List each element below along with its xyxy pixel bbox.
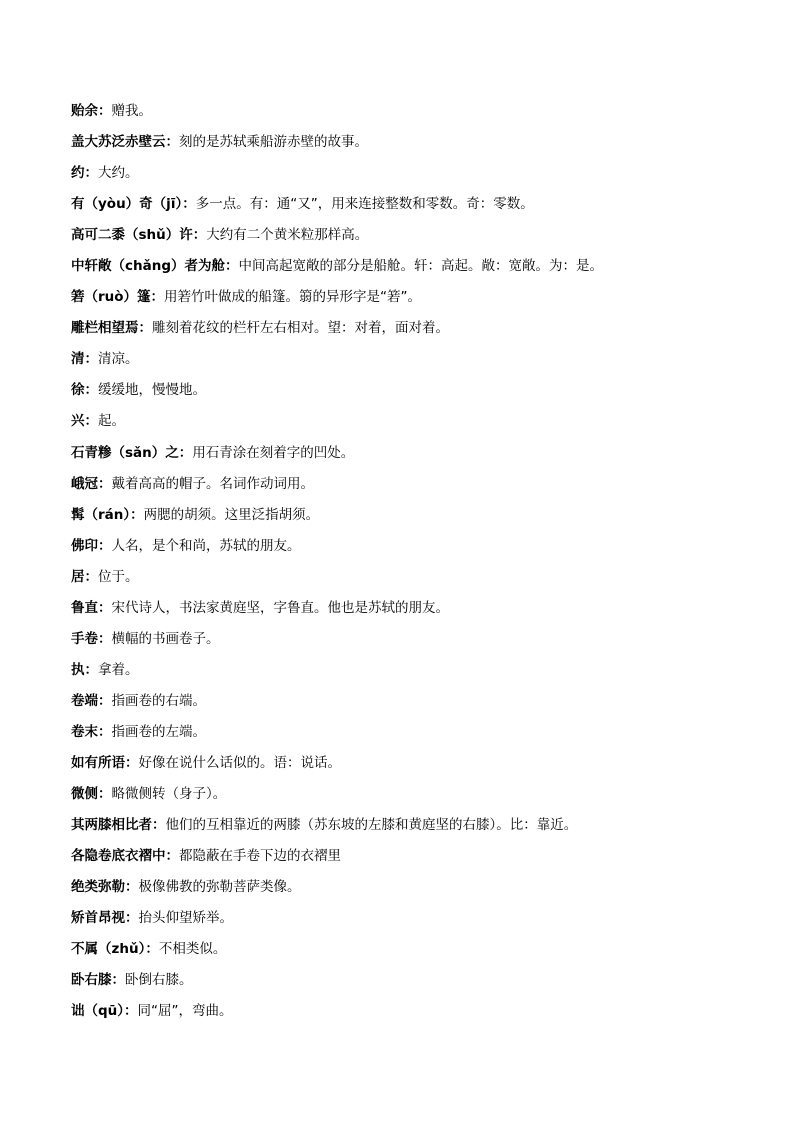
glossary-definition: 极像佛教的弥勒菩萨类像。 bbox=[138, 879, 301, 896]
glossary-term: 卷末： bbox=[71, 723, 112, 740]
glossary-entry bbox=[71, 474, 751, 505]
glossary-term: 卧右膝： bbox=[71, 972, 125, 989]
glossary-entry bbox=[71, 877, 751, 908]
glossary-term: 居： bbox=[71, 568, 98, 585]
glossary-term: 手卷： bbox=[71, 630, 112, 647]
glossary-entry bbox=[71, 287, 751, 318]
glossary-entry bbox=[71, 318, 751, 349]
glossary-definition: 中间高起宽敞的部分是船舱。轩：高起。敞：宽敞。为：是。 bbox=[238, 258, 603, 275]
glossary-term: 高可二黍（shǔ）许： bbox=[71, 227, 207, 244]
glossary-term: 绝类弥勒： bbox=[71, 879, 139, 896]
glossary-term: 峨冠： bbox=[71, 475, 112, 492]
glossary-definition: 缓缓地，慢慢地。 bbox=[98, 382, 206, 399]
glossary-entry bbox=[71, 505, 751, 536]
glossary-entry bbox=[71, 722, 751, 753]
glossary-term: 如有所语： bbox=[71, 754, 139, 771]
glossary-term: 清： bbox=[71, 351, 98, 368]
glossary-entry bbox=[71, 753, 751, 784]
glossary-term: 箬（ruò）篷： bbox=[71, 289, 165, 306]
glossary-term: 微侧： bbox=[71, 786, 112, 803]
annotation-list bbox=[71, 101, 751, 1032]
glossary-definition: 清凉。 bbox=[98, 351, 139, 368]
glossary-term: 鲁直： bbox=[71, 599, 112, 616]
glossary-entry bbox=[71, 536, 751, 567]
glossary-definition: 横幅的书画卷子。 bbox=[111, 630, 220, 647]
glossary-term: 佛印： bbox=[71, 537, 112, 554]
glossary-entry bbox=[71, 598, 751, 629]
glossary-definition: 指画卷的右端。 bbox=[111, 692, 206, 709]
glossary-entry bbox=[71, 660, 751, 691]
glossary-entry bbox=[71, 815, 751, 846]
glossary-term: 中轩敞（chǎng）者为舱： bbox=[71, 258, 239, 275]
glossary-entry bbox=[71, 411, 751, 442]
glossary-entry bbox=[71, 132, 751, 163]
glossary-definition: 赠我。 bbox=[111, 103, 152, 119]
glossary-definition: 抬头仰望矫举。 bbox=[138, 910, 233, 927]
glossary-entry bbox=[71, 256, 751, 287]
glossary-term: 徐： bbox=[71, 382, 98, 399]
glossary-definition: 都隐蔽在手卷下边的衣褶里 bbox=[179, 848, 341, 865]
glossary-entry bbox=[71, 939, 751, 970]
glossary-entry bbox=[71, 163, 751, 194]
glossary-entry bbox=[71, 629, 751, 660]
glossary-definition: 大约有二个黄米粒那样高。 bbox=[206, 227, 369, 244]
glossary-definition: 大约。 bbox=[98, 165, 139, 182]
glossary-definition: 他们的互相靠近的两膝（苏东坡的左膝和黄庭坚的右膝）。比：靠近。 bbox=[165, 817, 578, 834]
glossary-term: 有（yòu）奇（jī）： bbox=[71, 196, 196, 213]
glossary-term: 各隐卷底衣褶中： bbox=[71, 848, 179, 865]
glossary-definition: 宋代诗人，书法家黄庭坚，字鲁直。他也是苏轼的朋友。 bbox=[111, 599, 449, 616]
glossary-definition: 雕刻着花纹的栏杆左右相对。望：对着，面对着。 bbox=[152, 320, 449, 337]
glossary-entry bbox=[71, 784, 751, 815]
glossary-definition: 拿着。 bbox=[98, 661, 139, 678]
glossary-term: 其两膝相比者： bbox=[71, 817, 166, 834]
glossary-definition: 用石青涂在刻着字的凹处。 bbox=[192, 444, 355, 461]
glossary-definition: 多一点。有：通“又”，用来连接整数和零数。奇：零数。 bbox=[195, 196, 534, 213]
glossary-entry bbox=[71, 1001, 751, 1032]
glossary-definition: 戴着高高的帽子。名词作动词用。 bbox=[111, 475, 314, 492]
glossary-entry bbox=[71, 101, 751, 132]
glossary-term: 矫首昂视： bbox=[71, 910, 139, 927]
glossary-entry bbox=[71, 846, 751, 877]
glossary-entry bbox=[71, 567, 751, 598]
glossary-definition: 同“屈”，弯曲。 bbox=[137, 1003, 233, 1020]
glossary-definition: 不相类似。 bbox=[158, 941, 227, 958]
glossary-entry bbox=[71, 970, 751, 1001]
glossary-definition: 人名，是个和尚，苏轼的朋友。 bbox=[111, 537, 301, 554]
glossary-term: 雕栏相望焉： bbox=[71, 320, 152, 337]
glossary-term: 约： bbox=[71, 165, 98, 182]
glossary-definition: 略微侧转（身子）。 bbox=[111, 786, 227, 803]
glossary-entry bbox=[71, 691, 751, 722]
glossary-entry bbox=[71, 194, 751, 225]
glossary-entry bbox=[71, 443, 751, 474]
glossary-entry bbox=[71, 908, 751, 939]
glossary-definition: 位于。 bbox=[98, 568, 139, 585]
glossary-term: 石青糁（sǎn）之： bbox=[71, 444, 193, 461]
glossary-entry bbox=[71, 380, 751, 411]
glossary-entry bbox=[71, 225, 751, 256]
glossary-term: 诎（qū）： bbox=[71, 1003, 138, 1020]
glossary-term: 兴： bbox=[71, 413, 98, 430]
glossary-definition: 起。 bbox=[98, 413, 125, 430]
glossary-term: 髯（rán）： bbox=[71, 506, 144, 523]
glossary-definition: 刻的是苏轼乘船游赤壁的故事。 bbox=[179, 134, 368, 151]
glossary-definition: 好像在说什么话似的。语：说话。 bbox=[138, 754, 341, 771]
glossary-definition: 指画卷的左端。 bbox=[111, 723, 206, 740]
glossary-definition: 卧倒右膝。 bbox=[125, 972, 193, 989]
glossary-term: 不属（zhǔ）： bbox=[71, 941, 159, 958]
glossary-definition: 两腮的胡须。这里泛指胡须。 bbox=[143, 506, 320, 523]
glossary-term: 卷端： bbox=[71, 692, 112, 709]
glossary-term: 盖大苏泛赤壁云： bbox=[71, 134, 179, 151]
glossary-term: 贻余： bbox=[71, 103, 112, 119]
glossary-definition: 用箬竹叶做成的船篷。篛的异形字是“箬”。 bbox=[164, 289, 422, 306]
glossary-term: 执： bbox=[71, 661, 98, 678]
glossary-entry bbox=[71, 349, 751, 380]
